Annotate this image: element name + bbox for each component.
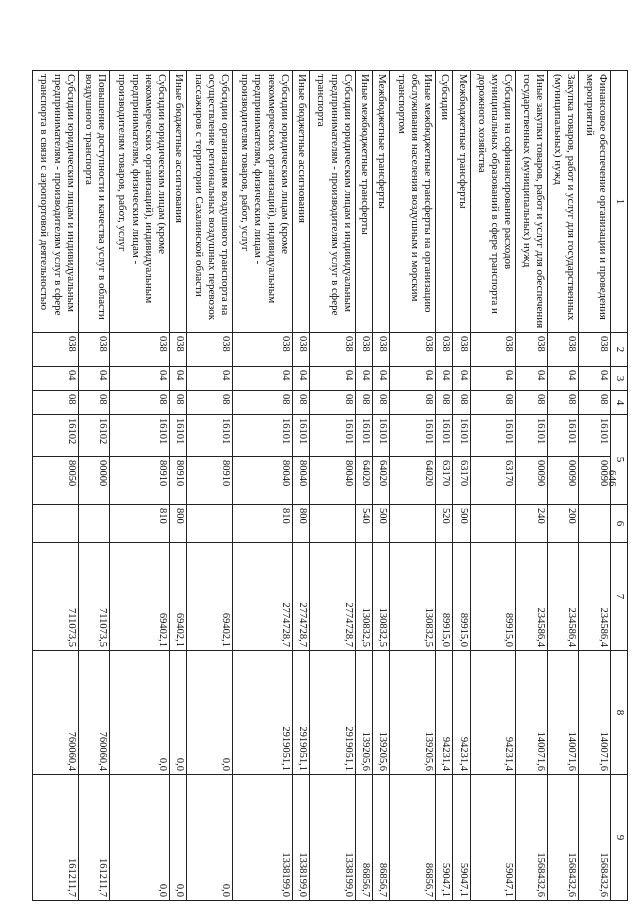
header-row (611, 71, 628, 901)
cell-c8: 2919051,1 (292, 651, 309, 775)
header-col-8: 8 (611, 651, 628, 775)
cell-c3: 04 (390, 367, 436, 391)
cell-name: Субсидии организациям воздушного транспорта на осуществление региональных воздушных перевозок пассажиров с территории Сахалинской области (187, 71, 233, 333)
cell-c2: 038 (390, 333, 436, 367)
cell-c2: 038 (292, 333, 309, 367)
cell-c4: 08 (516, 391, 548, 415)
cell-c8: 0,0 (187, 651, 233, 775)
cell-c3: 04 (436, 367, 453, 391)
cell-name: Субсидии юридическим лицам и индивидуальным предпринимателям - производителям услуг в сфере транспорта в связи с аэропортовой деятельностью (33, 71, 79, 333)
cell-c8: 139205,6 (373, 651, 390, 775)
cell-name: Повышение доступности и качества услуг в области воздушного транспорта (78, 71, 110, 333)
header-col-3: 3 (611, 367, 628, 391)
cell-c8: 2919051,1 (233, 651, 293, 775)
cell-c3: 04 (579, 367, 611, 391)
cell-c6 (78, 505, 110, 543)
cell-c2: 038 (453, 333, 470, 367)
cell-c5a: 16101 (516, 415, 548, 457)
cell-c5a: 16101 (233, 415, 293, 457)
cell-c9: 1568432,6 (516, 775, 548, 901)
cell-c5b: 64020 (373, 457, 390, 505)
cell-c7: 2774728,7 (233, 543, 293, 651)
cell-c8: 140071,6 (548, 651, 580, 775)
table-row (470, 71, 516, 901)
cell-c2: 038 (110, 333, 170, 367)
cell-c5a: 16101 (436, 415, 453, 457)
cell-c6 (390, 505, 436, 543)
cell-name: Иные межбюджетные трансферты (355, 71, 372, 333)
cell-c9: 161211,7 (33, 775, 79, 901)
table-row (373, 71, 390, 901)
cell-c3: 04 (187, 367, 233, 391)
cell-c5b: 00090 (579, 457, 611, 505)
table-row (187, 71, 233, 901)
cell-c5a: 16101 (310, 415, 356, 457)
cell-c2: 038 (436, 333, 453, 367)
cell-c6: 810 (110, 505, 170, 543)
cell-c6: 540 (355, 505, 372, 543)
cell-c3: 04 (110, 367, 170, 391)
cell-name: Субсидии (436, 71, 453, 333)
cell-c5b: 80910 (187, 457, 233, 505)
cell-c5b: 63170 (470, 457, 516, 505)
cell-c6: 810 (233, 505, 293, 543)
cell-c4: 08 (390, 391, 436, 415)
cell-c5a: 16101 (187, 415, 233, 457)
cell-c2: 038 (170, 333, 187, 367)
cell-c7: 89915,0 (436, 543, 453, 651)
cell-c8: 2919051,1 (310, 651, 356, 775)
cell-c7: 234586,4 (516, 543, 548, 651)
cell-c9: 86856,7 (390, 775, 436, 901)
cell-c3: 04 (78, 367, 110, 391)
cell-c4: 08 (187, 391, 233, 415)
cell-c5b: 80040 (310, 457, 356, 505)
cell-c3: 04 (355, 367, 372, 391)
table-row (33, 71, 79, 901)
table-row (170, 71, 187, 901)
cell-c8: 0,0 (110, 651, 170, 775)
cell-c5a: 16101 (390, 415, 436, 457)
cell-c9: 1338199,0 (310, 775, 356, 901)
cell-c5b: 80050 (33, 457, 79, 505)
cell-c4: 08 (373, 391, 390, 415)
cell-c9: 161211,7 (78, 775, 110, 901)
cell-c7: 69402,1 (187, 543, 233, 651)
cell-c9: 59047,1 (436, 775, 453, 901)
table-row (233, 71, 293, 901)
cell-c2: 038 (373, 333, 390, 367)
cell-c4: 08 (292, 391, 309, 415)
cell-c2: 038 (548, 333, 580, 367)
cell-c4: 08 (548, 391, 580, 415)
header-col-2: 2 (611, 333, 628, 367)
header-col-7: 7 (611, 543, 628, 651)
cell-c2: 038 (233, 333, 293, 367)
cell-c5b: 80040 (233, 457, 293, 505)
cell-c5a: 16101 (355, 415, 372, 457)
rotated-page (32, 70, 628, 900)
cell-c9: 0,0 (187, 775, 233, 901)
cell-c6 (579, 505, 611, 543)
cell-name: Закупка товаров, работ и услуг для государственных (муниципальных) нужд (548, 71, 580, 333)
cell-c4: 08 (233, 391, 293, 415)
cell-c4: 08 (453, 391, 470, 415)
cell-c3: 04 (516, 367, 548, 391)
cell-c4: 08 (110, 391, 170, 415)
cell-c5b: 00090 (516, 457, 548, 505)
header-col-9: 9 (611, 775, 628, 901)
cell-c5a: 16101 (373, 415, 390, 457)
cell-c7: 130832,5 (390, 543, 436, 651)
cell-c5a: 16102 (78, 415, 110, 457)
cell-c8: 140071,6 (579, 651, 611, 775)
cell-c7: 130832,5 (355, 543, 372, 651)
cell-c6: 500 (453, 505, 470, 543)
cell-c2: 038 (310, 333, 356, 367)
cell-name: Межбюджетные трансферты (373, 71, 390, 333)
header-col-1: 1 (611, 71, 628, 333)
cell-c2: 038 (470, 333, 516, 367)
cell-c8: 94231,4 (453, 651, 470, 775)
cell-c4: 08 (33, 391, 79, 415)
cell-c5b: 00090 (548, 457, 580, 505)
cell-name: Межбюджетные трансферты (453, 71, 470, 333)
cell-c5b: 64020 (390, 457, 436, 505)
cell-c7: 2774728,7 (310, 543, 356, 651)
cell-c3: 04 (453, 367, 470, 391)
cell-c5b: 64020 (355, 457, 372, 505)
cell-c7: 234586,4 (548, 543, 580, 651)
cell-c5a: 16101 (579, 415, 611, 457)
cell-name: Субсидии юридическим лицам (кроме некоммерческих организаций), индивидуальным предпринимателям, физическим лицам - производителям товаров, работ, услуг (110, 71, 170, 333)
cell-c5b: 80040 (292, 457, 309, 505)
cell-c6: 500 (373, 505, 390, 543)
table-row (110, 71, 170, 901)
cell-c2: 038 (78, 333, 110, 367)
cell-c3: 04 (310, 367, 356, 391)
cell-name: Иные бюджетные ассигнования (292, 71, 309, 333)
cell-c5b: 63170 (436, 457, 453, 505)
cell-c7: 2774728,7 (292, 543, 309, 651)
cell-c9: 86856,7 (373, 775, 390, 901)
cell-c4: 08 (170, 391, 187, 415)
cell-name: Иные бюджетные ассигнования (170, 71, 187, 333)
cell-c6 (187, 505, 233, 543)
cell-c7: 234586,4 (579, 543, 611, 651)
header-col-4: 4 (611, 391, 628, 415)
cell-c3: 04 (33, 367, 79, 391)
cell-c7: 130832,5 (373, 543, 390, 651)
cell-c9: 59047,1 (470, 775, 516, 901)
cell-c8: 760060,4 (33, 651, 79, 775)
cell-c8: 94231,4 (470, 651, 516, 775)
cell-c3: 04 (470, 367, 516, 391)
cell-c6: 240 (516, 505, 548, 543)
cell-c7: 69402,1 (110, 543, 170, 651)
cell-c6 (33, 505, 79, 543)
cell-c9: 1568432,6 (579, 775, 611, 901)
cell-c9: 1338199,0 (233, 775, 293, 901)
cell-c9: 0,0 (170, 775, 187, 901)
cell-c8: 140071,6 (516, 651, 548, 775)
table-row (292, 71, 309, 901)
table-row (548, 71, 580, 901)
cell-c2: 038 (355, 333, 372, 367)
cell-c7: 89915,0 (453, 543, 470, 651)
cell-c5a: 16101 (470, 415, 516, 457)
cell-c8: 94231,4 (436, 651, 453, 775)
cell-c4: 08 (470, 391, 516, 415)
budget-table (32, 70, 628, 901)
cell-c5b: 63170 (453, 457, 470, 505)
cell-c4: 08 (310, 391, 356, 415)
cell-name: Субсидии на софинансирование расходов муниципальных образований в сфере транспорта и дорожного хозяйства (470, 71, 516, 333)
cell-c5a: 16102 (33, 415, 79, 457)
cell-c6 (310, 505, 356, 543)
cell-c2: 038 (187, 333, 233, 367)
cell-c4: 08 (579, 391, 611, 415)
cell-c8: 139205,6 (390, 651, 436, 775)
cell-c5a: 16101 (453, 415, 470, 457)
cell-c5a: 16101 (292, 415, 309, 457)
cell-c5a: 16101 (170, 415, 187, 457)
table-row (355, 71, 372, 901)
cell-c6: 520 (436, 505, 453, 543)
cell-c3: 04 (292, 367, 309, 391)
table-row (310, 71, 356, 901)
cell-c6: 200 (548, 505, 580, 543)
cell-c6: 800 (170, 505, 187, 543)
cell-c9: 1338199,0 (292, 775, 309, 901)
cell-c2: 038 (33, 333, 79, 367)
cell-c5a: 16101 (548, 415, 580, 457)
cell-c6: 800 (292, 505, 309, 543)
cell-c5a: 16101 (110, 415, 170, 457)
cell-c7: 711073,5 (78, 543, 110, 651)
cell-c3: 04 (170, 367, 187, 391)
cell-c8: 0,0 (170, 651, 187, 775)
cell-c8: 139205,6 (355, 651, 372, 775)
table-body (33, 71, 611, 901)
cell-c2: 038 (516, 333, 548, 367)
cell-c7: 69402,1 (170, 543, 187, 651)
cell-c5b: 00000 (78, 457, 110, 505)
cell-c7: 89915,0 (470, 543, 516, 651)
header-col-6: 6 (611, 505, 628, 543)
cell-c4: 08 (355, 391, 372, 415)
page-number: 646 (606, 470, 618, 487)
cell-c3: 04 (373, 367, 390, 391)
table-row (516, 71, 548, 901)
cell-c9: 1568432,6 (548, 775, 580, 901)
cell-c9: 86856,7 (355, 775, 372, 901)
cell-c8: 760060,4 (78, 651, 110, 775)
table-row (390, 71, 436, 901)
cell-name: Субсидии юридическим лицам и индивидуальным предпринимателям - производителям услуг в сфере транспорта (310, 71, 356, 333)
cell-name: Иные закупки товаров, работ и услуг для обеспечения государственных (муниципальных) нужд (516, 71, 548, 333)
cell-name: Субсидии юридическим лицам (кроме некоммерческих организаций), индивидуальным предпринимателям, физическим лицам - производителям товаров, работ, услуг (233, 71, 293, 333)
cell-c9: 0,0 (110, 775, 170, 901)
cell-c7: 711073,5 (33, 543, 79, 651)
header-col-5: 5 (611, 415, 628, 505)
table-row (78, 71, 110, 901)
cell-name: Иные межбюджетные трансферты на организацию обслуживания населения воздушным и морским транспортом (390, 71, 436, 333)
cell-c4: 08 (78, 391, 110, 415)
cell-c2: 038 (579, 333, 611, 367)
cell-c9: 59047,1 (453, 775, 470, 901)
table-row (453, 71, 470, 901)
cell-c3: 04 (233, 367, 293, 391)
cell-c5b: 80910 (170, 457, 187, 505)
cell-c5b: 80910 (110, 457, 170, 505)
cell-name: Финансовое обеспечение организации и проведения мероприятий (579, 71, 611, 333)
table-row (436, 71, 453, 901)
cell-c4: 08 (436, 391, 453, 415)
cell-c6 (470, 505, 516, 543)
table-row (579, 71, 611, 901)
cell-c3: 04 (548, 367, 580, 391)
